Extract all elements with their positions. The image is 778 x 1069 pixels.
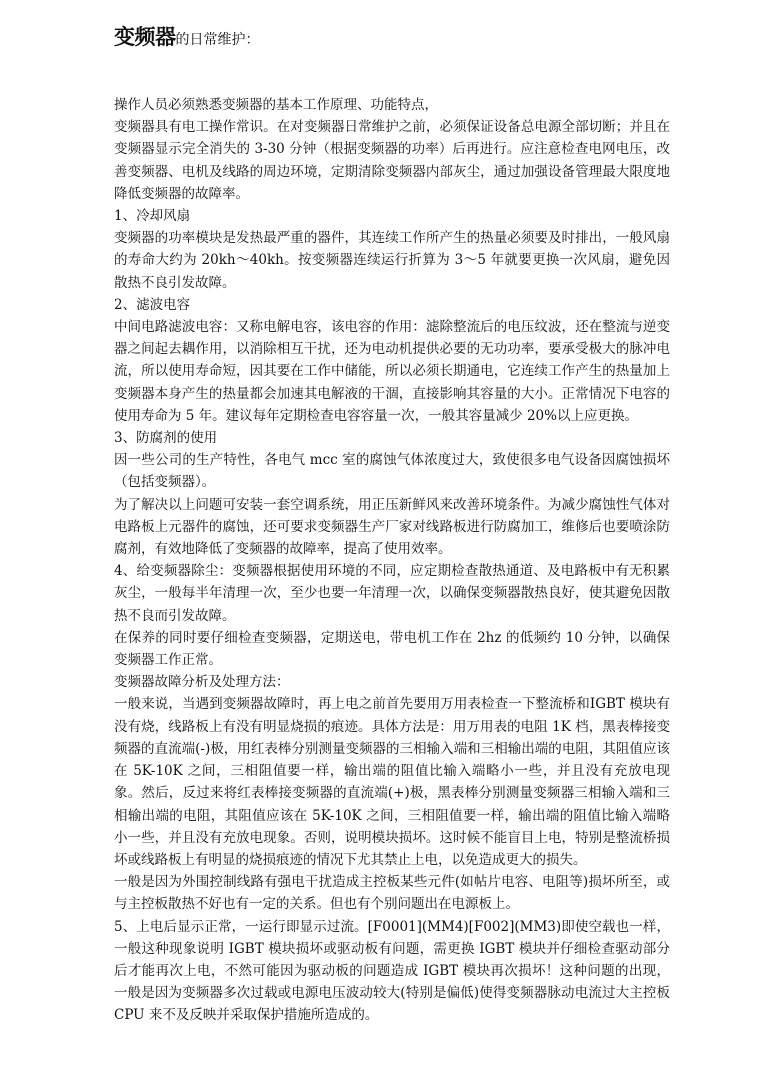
section-heading-capacitor: 2、滤波电容: [114, 296, 191, 313]
overcurrent-paragraph: 5、上电后显示正常，一运行即显示过流。[F0001](MM4)[F002](MM3)即使空载也一样，一般这种现象说明 IGBT 模块损坏或驱动板有问题，需更换 IGBT 模块并仔细检查驱动部分后才能再次上电，不然可能因为驱动板的问题造成 IGBT 模块再次损坏！这种问题的出现，一般是因为变频器多次过载或电源电压波动较大(特别是偏低)使得变频器脉动电流过大主控板 CPU 来不及反映并采取保护措施所造成的。: [114, 918, 670, 1024]
document-title: [114, 22, 670, 52]
interference-paragraph: 一般是因为外围控制线路有强电干扰造成主控板某些元件(如帖片电容、电阻等)损坏所至，或与主控板散热不好也有一定的关系。但也有个别问题出在电源板上。: [114, 874, 670, 913]
fan-paragraph: 变频器的功率模块是发热最严重的器件，其连续工作所产生的热量必须要及时排出，一般风扇的寿命大约为 20kh～40kh。按变频器连续运行折算为 3～5 年就要更换一次风扇，避免因散热不良引发故障。: [114, 230, 670, 291]
air-conditioning-paragraph: 为了解决以上问题可安装一套空调系统，用正压新鲜风来改善环境条件。为减少腐蚀性气体对电路板上元器件的腐蚀，还可要求变频器生产厂家对线路板进行防腐加工，维修后也要喷涂防腐剂，有效地降低了变频器的故障率，提高了使用效率。: [114, 496, 670, 558]
title-bold-part: 变频器: [114, 25, 176, 49]
fault-check-paragraph: 一般来说，当遇到变频器故障时，再上电之前首先要用万用表检查一下整流桥和IGBT 模块有没有烧，线路板上有没有明显烧损的痕迹。具体方法是：用万用表的电阻 1K 档，黑表棒接变频器的直流端(-)极，用红表棒分别测量变频器的三相输入端和三相输出端的电阻，其阻值应该在 5K-10K 之间，三相阻值要一样，输出端的阻值比输入端略小一些，并且没有充放电现象。然后，反过来将红表棒接变频器的直流端(+)极，黑表棒分别测量变频器三相输入端和三相输出端的电阻，其阻值应该在 5K-10K 之间，三相阻值要一样，输出端的阻值比输入端略小一些，并且没有充放电现象。否则，说明模块损坏。这时候不能盲目上电，特别是整流桥损坏或线路板上有明显的烧损痕迹的情况下尤其禁止上电，以免造成更大的损失。: [114, 696, 670, 868]
intro-paragraph: 变频器具有电工操作常识。在对变频器日常维护之前，必须保证设备总电源全部切断；并且在变频器显示完全消失的 3-30 分钟（根据变频器的功率）后再进行。应注意检查电网电压，改善变频器、电机及线路的周边环境，定期清除变频器内部灰尘，通过加强设备管理最大限度地降低变频器的故障率。: [114, 119, 670, 202]
intro-line: 操作人员必须熟悉变频器的基本工作原理、功能特点，: [114, 97, 438, 113]
maintenance-check-paragraph: 在保养的同时要仔细检查变频器，定期送电，带电机工作在 2hz 的低频约 10 分钟，以确保变频器工作正常。: [114, 629, 670, 669]
title-rest-part: 的日常维护：: [175, 32, 260, 48]
document-page: [114, 22, 670, 1027]
dust-removal-paragraph: 4、给变频器除尘：变频器根据使用环境的不同，应定期检查散热通道、及电路板中有无积累灰尘，一般每半年清理一次，至少也要一年清理一次，以确保变频器散热良好，使其避免因散热不良而引发故障。: [114, 563, 670, 624]
section-heading-fan: 1、冷却风扇: [114, 208, 191, 225]
corrosion-paragraph: 因一些公司的生产特性，各电气 mcc 室的腐蚀气体浓度过大，致使很多电气设备因腐蚀损坏（包括变频器）。: [114, 452, 670, 491]
capacitor-paragraph: 中间电路滤波电容：又称电解电容，该电容的作用：滤除整流后的电压纹波，还在整流与逆变器之间起去耦作用，以消除相互干扰，还为电动机提供必要的无功功率，要承受极大的脉冲电流，所以使用寿命短，因其要在工作中储能，所以必须长期通电，它连续工作产生的热量加上变频器本身产生的热量都会加速其电解液的干涸，直接影响其容量的大小。正常情况下电容的使用寿命为 5 年。建议每年定期检查电容容量一次，一般其容量减少 20%以上应更换。: [114, 319, 670, 424]
section-heading-fault-analysis: 变频器故障分析及处理方法：: [114, 674, 290, 691]
section-heading-anticorrosion: 3、防腐剂的使用: [114, 430, 218, 447]
